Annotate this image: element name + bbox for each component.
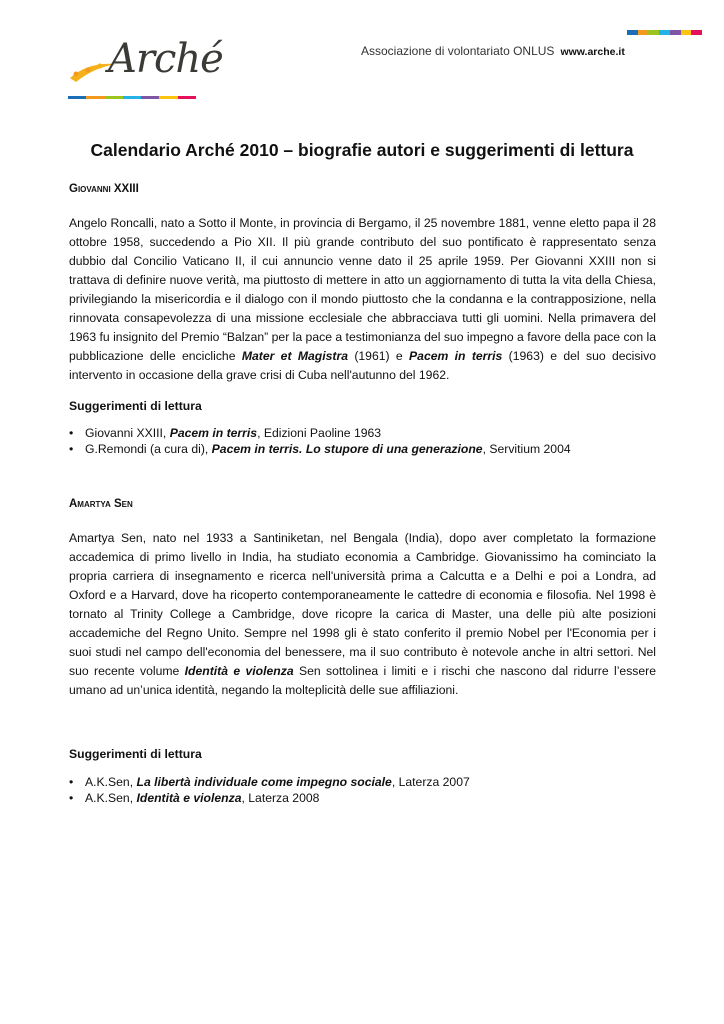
book-title: Pacem in terris. Lo stupore di una generazione bbox=[211, 442, 483, 456]
color-segment bbox=[638, 30, 649, 35]
color-segment bbox=[86, 96, 104, 99]
book-title: Pacem in terris bbox=[169, 426, 258, 440]
color-segment bbox=[691, 30, 702, 35]
website-link[interactable]: www.arche.it bbox=[560, 46, 625, 58]
text-run: , Servitium 2004 bbox=[482, 442, 571, 456]
text-run: A.K.Sen, bbox=[85, 775, 137, 789]
reading-heading: Suggerimenti di lettura bbox=[69, 399, 202, 413]
text-run: Giovanni XXIII, bbox=[85, 426, 170, 440]
color-segment bbox=[659, 30, 670, 35]
list-item bbox=[85, 441, 656, 457]
arche-logo bbox=[68, 36, 223, 102]
reading-heading: Suggerimenti di lettura bbox=[69, 747, 202, 761]
text-run: (1963) e del suo decisivo intervento in occasione della grave crisi di Cuba nell'autunno del 1962. bbox=[69, 349, 657, 382]
book-title: Identità e violenza bbox=[136, 791, 242, 805]
text-run: Sen sottolinea i limiti e i rischi che nascono dal ridurre l’essere umano ad un’unica identità, negando la molteplicità delle sue affiliazioni. bbox=[69, 664, 656, 697]
list-item bbox=[85, 790, 656, 806]
text-run: (1961) e bbox=[347, 349, 410, 363]
text-run: , Laterza 2008 bbox=[241, 791, 320, 805]
color-segment bbox=[648, 30, 659, 35]
reading-list bbox=[69, 774, 656, 806]
page-title: Calendario Arché 2010 – biografie autori e suggerimenti di lettura bbox=[90, 140, 634, 160]
color-segment bbox=[178, 96, 196, 99]
section-heading: Giovanni XXIII bbox=[69, 183, 139, 195]
color-segment bbox=[68, 96, 86, 99]
book-title: La libertà individuale come impegno sociale bbox=[136, 775, 392, 789]
text-run: , Edizioni Paoline 1963 bbox=[257, 426, 382, 440]
text-run: Angelo Roncalli, nato a Sotto il Monte, in provincia di Bergamo, il 25 novembre 1881, venne eletto papa il 28 ottobre 1958, succedendo a Pio XII. Il più grande contributo del suo pontificato è rappresentato senza dubbio dal Concilio Vaticano II, il cui annuncio venne dato il 25 aprile 1959. Per Giovanni XXIII non si trattava di definire nuove verità, ma piuttosto di mettere in atto un aggiornamento di tutta la vita della Chiesa, privilegiando la misericordia e il dialogo con il mondo piuttosto che la condanna e la contrapposizione, nella rinnovata consapevolezza di una missione ecclesiale che abbracciava tutti gli uomini. Nella primavera del 1963 fu insignito del Premio “Balzan” per la pace a testimonianza del suo impegno a favore della pace con la pubblicazione delle encicliche bbox=[69, 216, 656, 363]
association-label: Associazione di volontariato ONLUS bbox=[361, 44, 555, 58]
book-title: Identità e violenza bbox=[184, 664, 294, 678]
book-title: Mater et Magistra bbox=[241, 349, 348, 363]
text-run: A.K.Sen, bbox=[85, 791, 137, 805]
text-run: G.Remondi (a cura di), bbox=[85, 442, 212, 456]
logo-color-bar bbox=[68, 96, 196, 99]
color-segment bbox=[681, 30, 692, 35]
color-segment bbox=[670, 30, 681, 35]
list-item bbox=[85, 774, 656, 790]
section-heading: Amartya Sen bbox=[69, 498, 133, 510]
bio-paragraph bbox=[69, 529, 656, 700]
text-run: , Laterza 2007 bbox=[391, 775, 470, 789]
text-run: Amartya Sen, nato nel 1933 a Santiniketan, nel Bengala (India), dopo aver completato la formazione accademica di primo livello in India, ha studiato economia a Cambridge. Giovanissimo ha cominciato la propria carriera di insegnamento e ricerca nell'università prima a Calcutta e a Delhi e poi a Londra, ad Oxford e a Harvard, dove ha ricoperto contemporaneamente le cattedre di economia e filosofia. Nel 1998 è tornato al Trinity College a Cambridge, dove ricopre la carica di Master, una delle più alte posizioni accademiche del Regno Unito. Sempre nel 1998 gli è stato conferito il premio Nobel per l'Economia per i suoi studi nel campo dell'economia del benessere, ma il suo contributo è notevole anche in altri settori. Nel suo recente volume bbox=[69, 531, 656, 678]
logo-text: Arché bbox=[108, 36, 223, 82]
bio-paragraph bbox=[69, 214, 656, 385]
document-body bbox=[69, 180, 656, 806]
list-item bbox=[85, 425, 656, 441]
color-segment bbox=[159, 96, 177, 99]
book-title: Pacem in terris bbox=[409, 349, 503, 363]
color-segment bbox=[627, 30, 638, 35]
color-segment bbox=[141, 96, 159, 99]
reading-list bbox=[69, 425, 656, 457]
top-color-bar bbox=[627, 30, 702, 35]
color-segment bbox=[105, 96, 123, 99]
header-tagline bbox=[361, 44, 625, 58]
color-segment bbox=[123, 96, 141, 99]
